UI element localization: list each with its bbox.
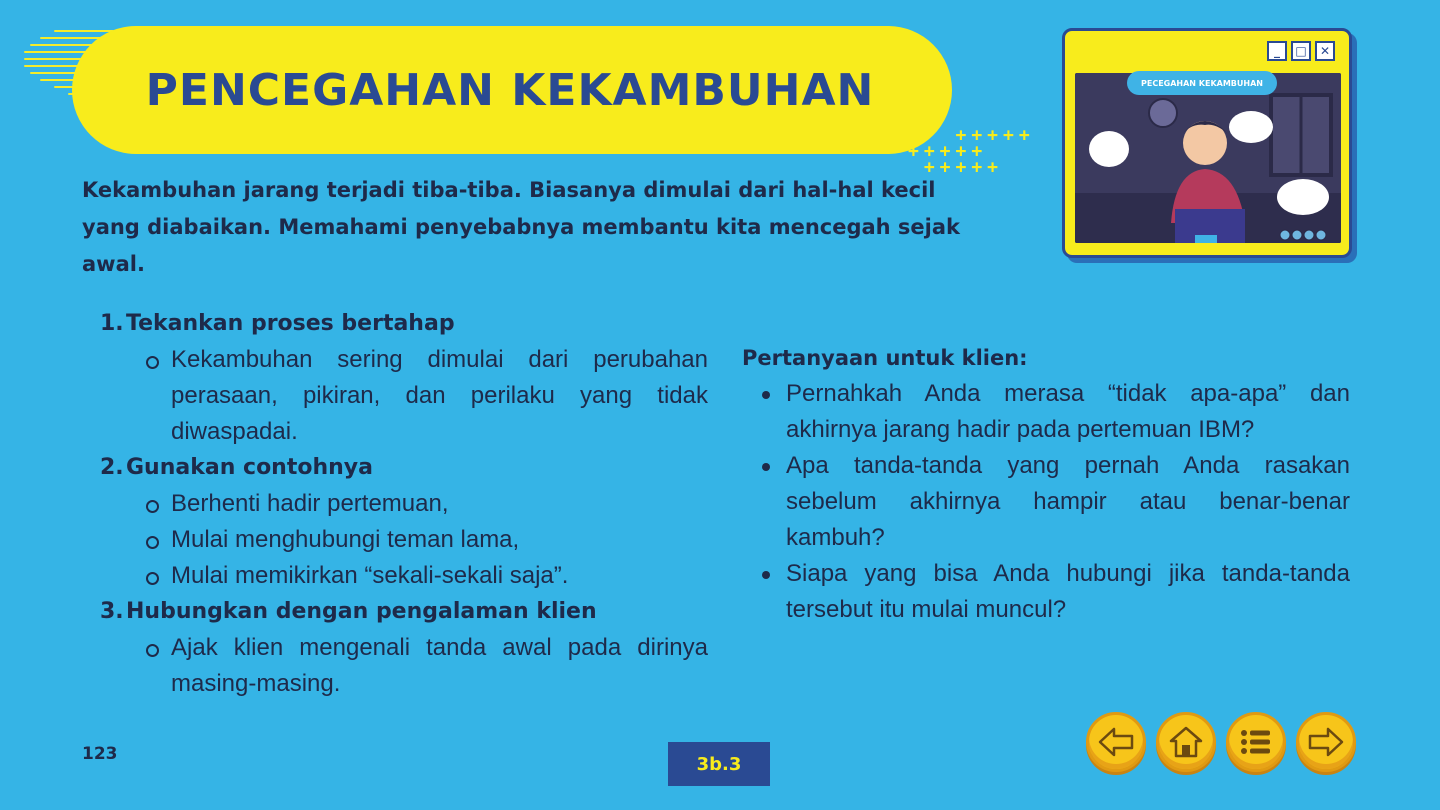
question-item: Siapa yang bisa Anda hubungi jika tanda-tanda tersebut itu mulai muncul? (742, 556, 1350, 628)
questions-heading: Pertanyaan untuk klien: (742, 346, 1028, 370)
list-item: Mulai memikirkan “sekali-sekali saja”. (146, 558, 708, 594)
window-controls (1267, 41, 1335, 61)
question-item: Pernahkah Anda merasa “tidak apa-apa” dan akhirnya jarang hadir pada pertemuan IBM? (742, 376, 1350, 448)
maximize-icon: □ (1291, 41, 1311, 61)
left-column (100, 306, 708, 702)
section-title: Tekankan proses bertahap (126, 311, 455, 336)
preview-window (1062, 28, 1352, 258)
arrow-left-icon (1098, 727, 1134, 757)
preview-image (1075, 73, 1341, 243)
section-1: 1. Tekankan proses bertahap Kekambuhan sering dimulai dari perubahan perasaan, pikiran, dan perilaku yang tidak diwaspadai. (100, 306, 708, 450)
list-item: Kekambuhan sering dimulai dari perubahan perasaan, pikiran, dan perilaku yang tidak diwaspadai. (146, 342, 708, 450)
list-item: Berhenti hadir pertemuan, (146, 486, 708, 522)
section-title: Gunakan contohnya (126, 455, 373, 480)
next-button[interactable] (1296, 712, 1356, 772)
preview-title: PECEGAHAN KEKAMBUHAN (1127, 71, 1277, 95)
page-number: 123 (82, 744, 118, 764)
question-item: Apa tanda-tanda yang pernah Anda rasakan sebelum akhirnya hampir atau benar-benar kambuh? (742, 448, 1350, 556)
section-title: Hubungkan dengan pengalaman klien (126, 599, 597, 624)
menu-button[interactable] (1226, 712, 1286, 772)
page-title: PENCEGAHAN KEKAMBUHAN (145, 64, 875, 116)
section-2: 2. Gunakan contohnya Berhenti hadir pertemuan, Mulai menghubungi teman lama, Mulai memikirkan “sekali-sekali saja”. (100, 450, 708, 594)
close-icon: ✕ (1315, 41, 1335, 61)
section-3: 3. Hubungkan dengan pengalaman klien Ajak klien mengenali tanda awal pada dirinya masing-masing. (100, 594, 708, 702)
plus-decoration: +++++ +++++ +++++ (908, 125, 1035, 178)
list-item: Mulai menghubungi teman lama, (146, 522, 708, 558)
minimize-icon: _ (1267, 41, 1287, 61)
right-column (742, 340, 1350, 628)
list-icon (1239, 727, 1273, 757)
home-icon (1169, 726, 1203, 758)
home-button[interactable] (1156, 712, 1216, 772)
back-button[interactable] (1086, 712, 1146, 772)
navigation-bar (1086, 712, 1356, 772)
list-item: Ajak klien mengenali tanda awal pada dirinya masing-masing. (146, 630, 708, 702)
intro-text: Kekambuhan jarang terjadi tiba-tiba. Biasanya dimulai dari hal-hal kecil yang diabaikan. Memahami penyebabnya membantu kita mencegah sejak awal. (82, 178, 961, 276)
section-code: 3b.3 (668, 742, 770, 786)
arrow-right-icon (1308, 727, 1344, 757)
